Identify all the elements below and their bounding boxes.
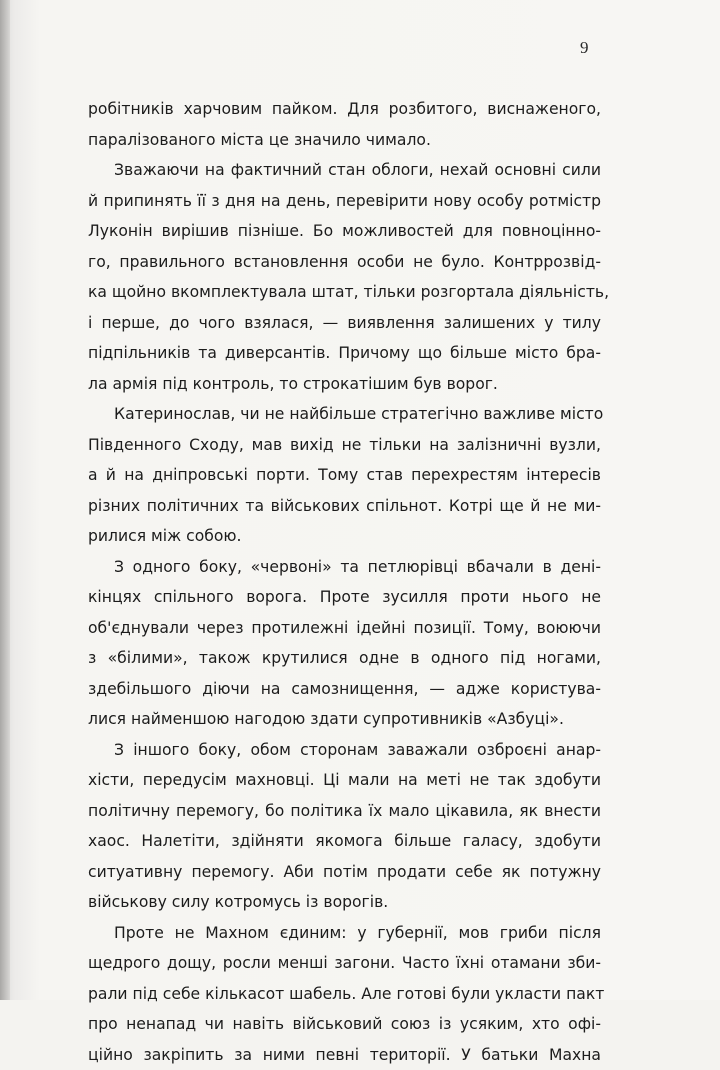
text-line: лися найменшою нагодою здати супротивників «Азбуці». bbox=[88, 704, 601, 735]
page-number: 9 bbox=[580, 38, 589, 58]
text-line: й припинять її з дня на день, перевірити нову особу ротмістр bbox=[88, 186, 601, 217]
text-line: і перше, до чого взялася, — виявлення залишених у тилу bbox=[88, 308, 601, 339]
body-text bbox=[88, 94, 601, 1070]
text-line: хаос. Налетіти, здійняти якомога більше галасу, здобути bbox=[88, 826, 601, 857]
text-line: ла армія під контроль, то строкатішим був ворог. bbox=[88, 369, 601, 400]
text-line: про ненапад чи навіть військовий союз із усяким, хто офі- bbox=[88, 1009, 601, 1040]
text-line: Південного Сходу, мав вихід не тільки на залізничні вузли, bbox=[88, 430, 601, 461]
text-line: а й на дніпровські порти. Тому став перехрестям інтересів bbox=[88, 460, 601, 491]
text-line: різних політичних та військових спільнот. Котрі ще й не ми- bbox=[88, 491, 601, 522]
text-line: політичну перемогу, бо політика їх мало цікавила, як внести bbox=[88, 796, 601, 827]
text-line: паралізованого міста це значило чимало. bbox=[88, 125, 601, 156]
text-line: ситуативну перемогу. Аби потім продати себе як потужну bbox=[88, 857, 601, 888]
text-line: кінцях спільного ворога. Проте зусилля проти нього не bbox=[88, 582, 601, 613]
text-line: Луконін вирішив пізніше. Бо можливостей для повноцінно- bbox=[88, 216, 601, 247]
text-line: хісти, передусім махновці. Ці мали на меті не так здобути bbox=[88, 765, 601, 796]
text-line: ка щойно вкомплектувала штат, тільки розгортала діяльність, bbox=[88, 277, 601, 308]
text-line: З іншого боку, обом сторонам заважали озброєні анар- bbox=[88, 735, 601, 766]
text-line: Проте не Махном єдиним: у губернії, мов гриби після bbox=[88, 918, 601, 949]
text-line: Зважаючи на фактичний стан облоги, нехай основні сили bbox=[88, 155, 601, 186]
text-line: го, правильного встановлення особи не було. Контррозвід- bbox=[88, 247, 601, 278]
text-line: Катеринослав, чи не найбільше стратегічно важливе місто bbox=[88, 399, 601, 430]
text-line: здебільшого діючи на самознищення, — адже користува- bbox=[88, 674, 601, 705]
text-line: військову силу котромусь із ворогів. bbox=[88, 887, 601, 918]
text-line: З одного боку, «червоні» та петлюрівці вбачали в дені- bbox=[88, 552, 601, 583]
text-line: рали під себе кількасот шабель. Але готові були укласти пакт bbox=[88, 979, 601, 1010]
text-line: щедрого дощу, росли менші загони. Часто їхні отамани зби- bbox=[88, 948, 601, 979]
page-binding-edge bbox=[0, 0, 10, 1000]
text-line: об'єднували через протилежні ідейні позиції. Тому, воюючи bbox=[88, 613, 601, 644]
text-line: ційно закріпить за ними певні території. У батьки Махна bbox=[88, 1040, 601, 1070]
text-line: робітників харчовим пайком. Для розбитого, виснаженого, bbox=[88, 94, 601, 125]
text-line: з «білими», також крутилися одне в одного під ногами, bbox=[88, 643, 601, 674]
text-line: рилися між собою. bbox=[88, 521, 601, 552]
text-line: підпільників та диверсантів. Причому що більше місто бра- bbox=[88, 338, 601, 369]
